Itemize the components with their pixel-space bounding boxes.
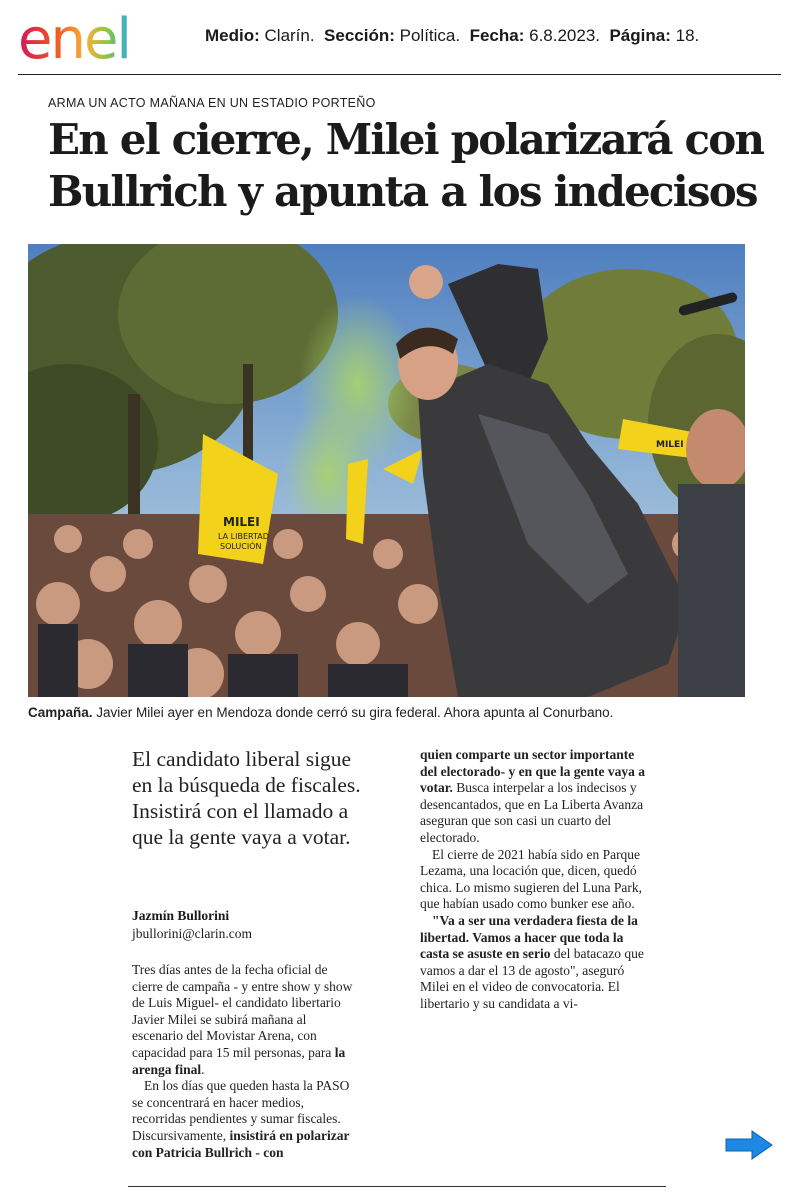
press-metadata xyxy=(205,26,699,46)
logo-text: enel xyxy=(18,10,130,70)
sign-text-4: MILEI xyxy=(656,440,684,450)
body-emphasis: "Va a ser una verdadera fiesta de la libertad. Vamos a hacer que toda la casta se asuste en serio xyxy=(420,912,638,962)
seccion-label: Sección: xyxy=(324,26,395,45)
photo-caption xyxy=(28,705,768,720)
body-paragraph xyxy=(132,962,360,1078)
arrow-right-icon xyxy=(724,1130,774,1160)
body-text: del batacazo que vamos a dar el 13 de agosto", aseguró Milei en el video de convocatoria. El libertario y su candidata a vi- xyxy=(420,946,644,1011)
author-email: jbullorini@clarin.com xyxy=(132,926,253,941)
body-text: Busca interpelar a los indecisos y desencantados, que en La Liberta Avanza aseguran que son casi un cuarto del electorado. xyxy=(420,780,644,845)
fecha-value: 6.8.2023. xyxy=(529,26,601,45)
next-page-button[interactable] xyxy=(724,1130,774,1160)
medio-value: Clarín. xyxy=(264,26,315,45)
sign-text-2: LA LIBERTAD xyxy=(218,532,269,541)
sign-text-1: MILEI xyxy=(223,515,260,529)
body-paragraph xyxy=(420,747,648,847)
headline xyxy=(48,114,768,218)
fecha-label: Fecha: xyxy=(469,26,525,45)
body-emphasis: la arenga final xyxy=(132,1044,346,1077)
body-text: Tres días antes de la fecha oficial de cierre de campaña - y entre show y show de Luis Miguel- el candidato libertario Javier Milei se subirá mañana al escenario del Movistar Arena, con capacidad para 15 mil personas, para xyxy=(132,962,353,1060)
caption-label: Campaña. xyxy=(28,705,93,720)
header-divider xyxy=(18,74,781,75)
body-column-2 xyxy=(420,747,648,1013)
kicker: ARMA UN ACTO MAÑANA EN UN ESTADIO PORTEÑO xyxy=(48,96,376,110)
body-column-1 xyxy=(132,962,360,1161)
enel-logo xyxy=(18,10,183,70)
body-paragraph: El cierre de 2021 había sido en Parque Lezama, una locación que, dicen, quedó chica. Lo mismo sugieren del Luna Park, que habían usado como bunker ese año. xyxy=(420,846,642,912)
sign-text-3: SOLUCIÓN xyxy=(220,542,262,551)
seccion-value: Política. xyxy=(399,26,461,45)
body-paragraph xyxy=(420,913,648,1013)
body-paragraph xyxy=(132,1078,360,1161)
footer-divider xyxy=(128,1186,666,1187)
caption-text: Javier Milei ayer en Mendoza donde cerró su gira federal. Ahora apunta al Conurbano. xyxy=(92,705,614,720)
article-photo xyxy=(28,244,745,697)
headline-line-2: Bullrich y apunta a los indecisos xyxy=(48,167,757,216)
body-text: . xyxy=(201,1061,205,1077)
medio-label: Medio: xyxy=(205,26,260,45)
body-emphasis: insistirá en polarizar con Patricia Bullrich - con xyxy=(132,1127,350,1160)
body-text: En los días que queden hasta la PASO se concentrará en hacer medios, recorridas pendientes y sumar fiscales. Discursivamente, xyxy=(132,1078,350,1143)
lead-paragraph: El candidato liberal sigue en la búsqueda de fiscales. Insistirá con el llamado a que la gente vaya a votar. xyxy=(132,747,361,849)
pagina-value: 18. xyxy=(675,26,700,45)
author-name: Jazmín Bullorini xyxy=(132,908,230,923)
body-emphasis: quien comparte un sector importante del electorado- y en que la gente vaya a votar. xyxy=(420,747,645,796)
headline-line-1: En el cierre, Milei polarizará con xyxy=(48,115,764,164)
pagina-label: Página: xyxy=(609,26,671,45)
